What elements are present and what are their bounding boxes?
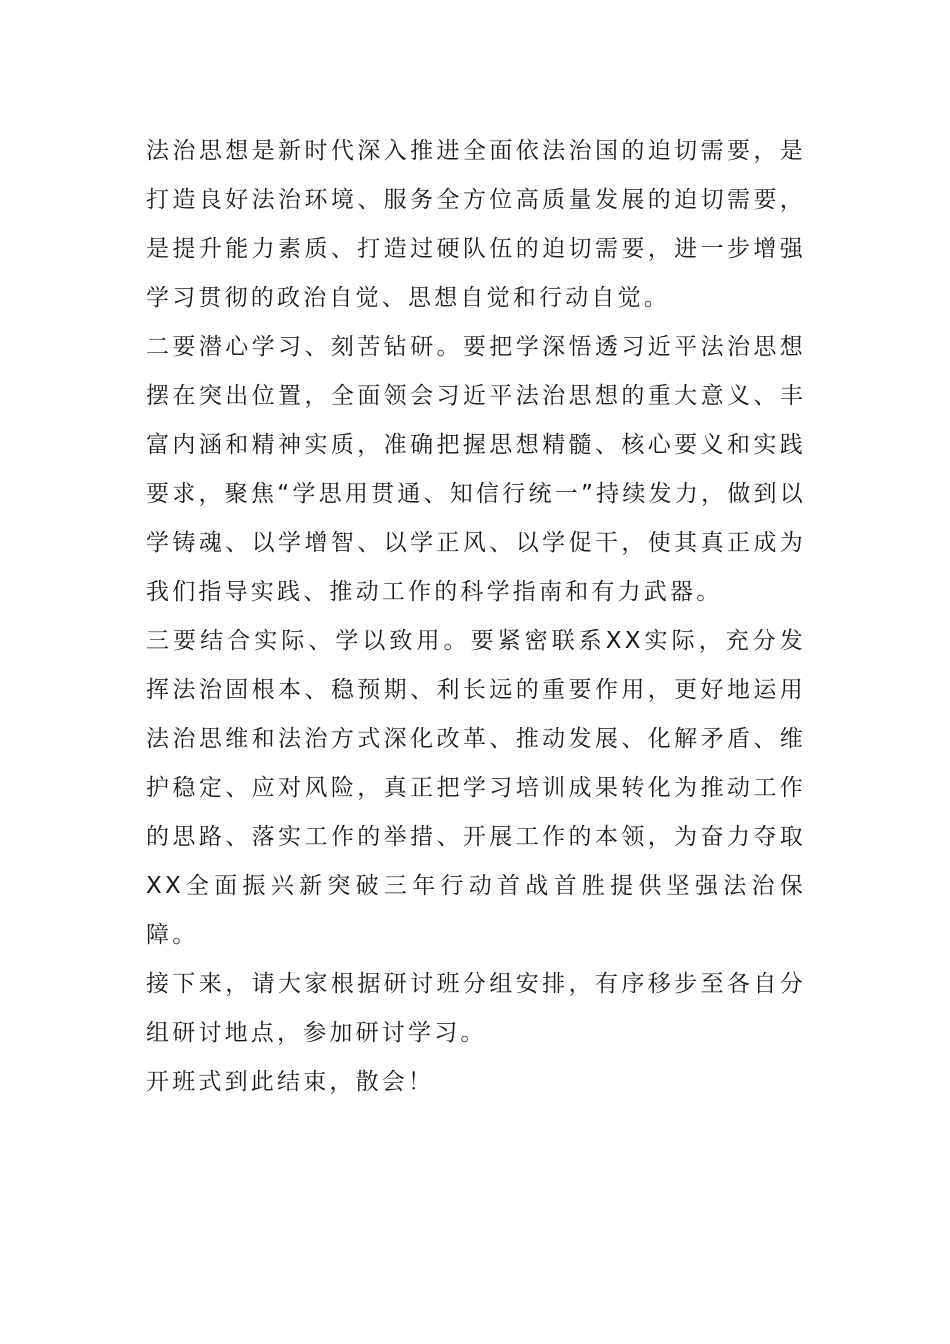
document-body [146, 127, 806, 1107]
paragraph-next-arrangement: 接下来，请大家根据研讨班分组安排，有序移步至各自分组研讨地点，参加研讨学习。 [146, 971, 806, 1046]
paragraph-continuation: 法治思想是新时代深入推进全面依法治国的迫切需要，是打造良好法治环境、服务全方位高质量发展的迫切需要，是提升能力素质、打造过硬队伍的迫切需要，进一步增强学习贯彻的政治自觉、思想自觉和行动自觉。 [146, 138, 806, 311]
paragraph-third-requirement: 三要结合实际、学以致用。要紧密联系XX实际，充分发挥法治固根本、稳预期、利长远的重要作用，更好地运用法治思维和法治方式深化改革、推动发展、化解矛盾、维护稳定、应对风险，真正把学习培训成果转化为推动工作的思路、落实工作的举措、开展工作的本领，为奋力夺取XX全面振兴新突破三年行动首战首胜提供坚强法治保障。 [146, 628, 806, 948]
paragraph-closing: 开班式到此结束，散会！ [146, 1069, 435, 1095]
paragraph-second-requirement: 二要潜心学习、刻苦钻研。要把学深悟透习近平法治思想摆在突出位置，全面领会习近平法治思想的重大意义、丰富内涵和精神实质，准确把握思想精髓、核心要义和实践要求，聚焦“学思用贯通、知信行统一”持续发力，做到以学铸魂、以学增智、以学正风、以学促干，使其真正成为我们指导实践、推动工作的科学指南和有力武器。 [146, 334, 806, 605]
